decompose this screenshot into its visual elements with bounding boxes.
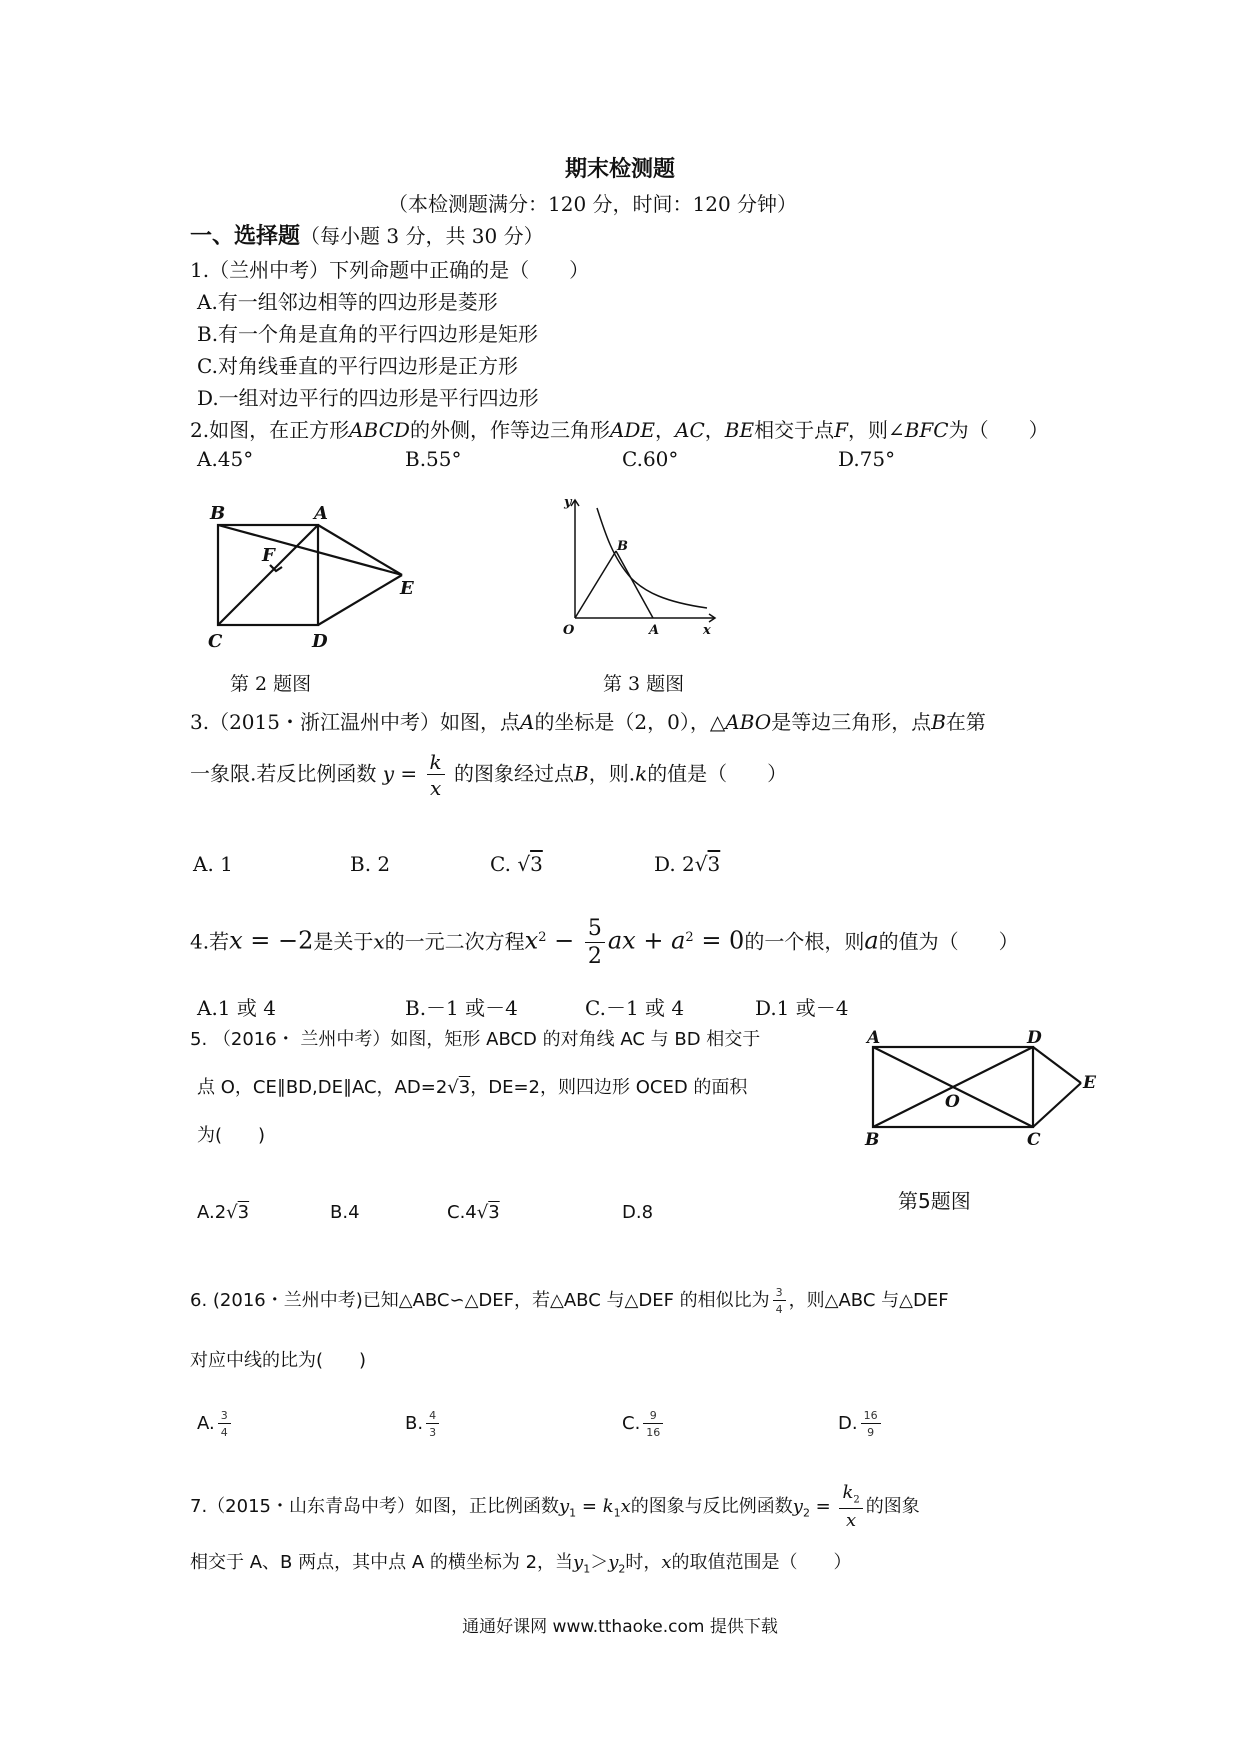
question-2-option-b: B.55° bbox=[405, 447, 462, 471]
fig2-label-f: F bbox=[262, 545, 275, 566]
sqrt-symbol: √ bbox=[694, 852, 708, 876]
question-6-option-a: A. $\frac{3}{4}$ bbox=[197, 1410, 234, 1438]
question-5-option-d: D.8 bbox=[622, 1202, 654, 1223]
fig5-label-c: C bbox=[1027, 1130, 1041, 1150]
figure-3-graph bbox=[555, 488, 725, 643]
fig2-label-b: B bbox=[210, 503, 226, 524]
question-2-stem: 2.如图，在正方形ABCD的外侧，作等边三角形ADE，AC，BE相交于点F，则∠BFC为（ ） bbox=[190, 418, 1049, 442]
section-heading bbox=[190, 219, 544, 250]
question-5-line-1: 5. （2016・ 兰州中考）如图，矩形 ABCD 的对角线 AC 与 BD 相交于 bbox=[190, 1029, 761, 1050]
figure-2-caption: 第 2 题图 bbox=[230, 673, 312, 695]
question-3-line-2: 一象限.若反比例函数 y = $\frac{k}{x}$ 的图象经过点B，则.k的值是（ ） bbox=[190, 750, 788, 800]
sqrt-symbol: √ bbox=[517, 852, 531, 876]
question-3-option-c: C. √3 bbox=[490, 852, 543, 876]
figure-5-diagram bbox=[855, 1025, 1105, 1155]
fig2-label-a: A bbox=[314, 503, 328, 524]
segment-ce bbox=[1033, 1083, 1081, 1127]
ratio-fraction: $\frac{3}{4}$ bbox=[773, 1287, 786, 1315]
hyperbola-curve bbox=[597, 508, 707, 608]
fig3-label-a: A bbox=[649, 623, 660, 638]
question-1-stem: 1.（兰州中考）下列命题中正确的是（ ） bbox=[190, 258, 590, 282]
question-4-option-c: C.－1 或 4 bbox=[585, 996, 685, 1020]
page-footer: 通通好课网 www.tthaoke.com 提供下载 bbox=[462, 1617, 778, 1637]
fig2-label-c: C bbox=[208, 631, 223, 652]
question-7-line-2: 相交于 A、B 两点，其中点 A 的横坐标为 2，当$y_1>y_2$时，x的取值范围是（ ） bbox=[190, 1552, 852, 1576]
side-ae bbox=[318, 525, 402, 575]
figure-3-caption: 第 3 题图 bbox=[603, 673, 685, 695]
sqrt-symbol: √ bbox=[226, 1202, 238, 1223]
fig2-label-d: D bbox=[312, 631, 328, 652]
fig5-label-d: D bbox=[1027, 1028, 1042, 1048]
side-de bbox=[318, 575, 402, 625]
question-2-option-c: C.60° bbox=[622, 447, 679, 471]
question-6-option-c: C. $\frac{9}{16}$ bbox=[622, 1410, 666, 1438]
question-3-option-b: B. 2 bbox=[350, 852, 391, 876]
fig5-label-o: O bbox=[945, 1092, 960, 1112]
question-4-stem: 4.若x = −2是关于x的一元二次方程$x^2$ − $\frac{5}{2}$ ax + $a^2 = 0$的一个根，则a的值为（ ） bbox=[190, 916, 1019, 969]
question-5-option-c: C.4√3 bbox=[447, 1202, 500, 1223]
sqrt-symbol: √ bbox=[476, 1202, 489, 1223]
figure-2-diagram bbox=[200, 495, 420, 655]
five-halves-fraction: $\frac{5}{2}$ bbox=[585, 918, 605, 968]
question-3-option-d: D. 2√3 bbox=[654, 852, 721, 876]
question-4-option-a: A.1 或 4 bbox=[197, 996, 276, 1020]
fig5-label-a: A bbox=[867, 1028, 881, 1048]
sqrt-symbol: √ bbox=[447, 1077, 459, 1098]
page-subtitle: （本检测题满分：120 分，时间：120 分钟） bbox=[388, 192, 798, 216]
k-over-x-fraction: $\frac{k}{x}$ bbox=[427, 752, 445, 798]
fig5-label-e: E bbox=[1083, 1073, 1096, 1093]
question-4-option-b: B.－1 或－4 bbox=[405, 996, 518, 1020]
k2-over-x-fraction: $\frac{k_2}{x}$ bbox=[839, 1484, 862, 1530]
section-note: （每小题 3 分，共 30 分） bbox=[300, 224, 544, 248]
question-4-option-d: D.1 或－4 bbox=[755, 996, 849, 1020]
fig2-label-e: E bbox=[400, 578, 414, 599]
question-5-option-b: B.4 bbox=[330, 1202, 360, 1223]
question-2-option-d: D.75° bbox=[838, 447, 896, 471]
fig3-label-o: O bbox=[563, 623, 575, 638]
question-5-line-3: 为( ) bbox=[197, 1125, 266, 1146]
page-title: 期末检测题 bbox=[564, 156, 675, 182]
question-6-line-2: 对应中线的比为( ) bbox=[190, 1350, 367, 1371]
question-6-option-d: D. $\frac{16}{9}$ bbox=[838, 1410, 884, 1438]
question-1-option-c: C.对角线垂直的平行四边形是正方形 bbox=[197, 354, 518, 378]
question-5-line-2: 点 O，CE∥BD,DE∥AC，AD=2√3，DE=2，则四边形 OCED 的面积 bbox=[197, 1077, 748, 1098]
question-1-option-d: D.一组对边平行的四边形是平行四边形 bbox=[197, 386, 539, 410]
question-1-option-b: B.有一个角是直角的平行四边形是矩形 bbox=[197, 322, 539, 346]
diagonal-ac bbox=[218, 525, 318, 625]
question-3-option-a: A. 1 bbox=[193, 852, 233, 876]
question-6-line-1: 6. (2016・兰州中考)已知△ABC∽△DEF，若△ABC 与△DEF 的相似比为 $\frac{3}{4}$ ，则△ABC 与△DEF bbox=[190, 1286, 949, 1316]
segment-de bbox=[1033, 1047, 1081, 1083]
section-title: 一、选择题 bbox=[190, 223, 301, 249]
question-5-option-a: A.2√3 bbox=[197, 1202, 250, 1223]
figure-5-caption: 第5题图 bbox=[898, 1189, 971, 1213]
question-7-line-1: 7.（2015・山东青岛中考）如图，正比例函数$y_1 = k_1x$的图象与反比例函数$y_2$ = $\frac{k_2}{x}$ 的图象 bbox=[190, 1482, 920, 1531]
question-6-option-b: B. $\frac{4}{3}$ bbox=[405, 1410, 442, 1438]
question-1-option-a: A.有一组邻边相等的四边形是菱形 bbox=[197, 290, 498, 314]
fig3-label-y: y bbox=[564, 495, 572, 510]
fig3-label-b: B bbox=[617, 539, 628, 554]
question-2-option-a: A.45° bbox=[197, 447, 254, 471]
fig3-label-x: x bbox=[703, 623, 711, 638]
fig5-label-b: B bbox=[865, 1130, 880, 1150]
segment-ba bbox=[616, 551, 653, 618]
segment-ob bbox=[575, 551, 616, 618]
question-3-line-1: 3.（2015・浙江温州中考）如图，点A的坐标是（2，0），△ABO是等边三角形，点B在第 bbox=[190, 710, 986, 734]
